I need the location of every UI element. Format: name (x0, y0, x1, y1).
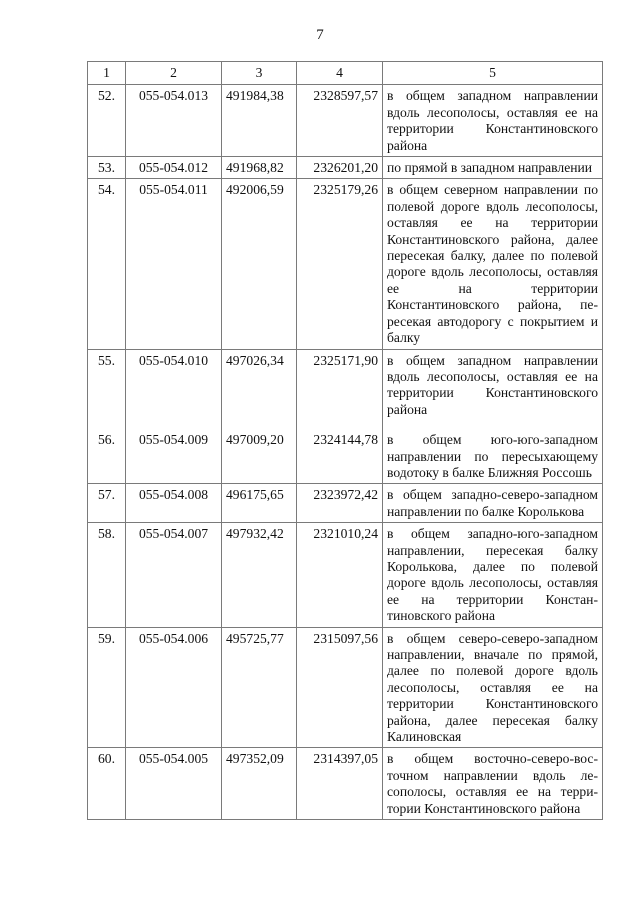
coordinate-x: 496175,65 (222, 484, 297, 523)
boundary-description: по прямой в западном направлении (383, 157, 603, 179)
row-number: 59. (88, 627, 126, 748)
point-code: 055-054.006 (126, 627, 222, 748)
point-code: 055-054.011 (126, 179, 222, 349)
row-number: 58. (88, 523, 126, 627)
point-code: 055-054.008 (126, 484, 222, 523)
page-number: 7 (316, 27, 324, 43)
coordinate-x: 491984,38 (222, 85, 297, 157)
coordinate-y: 2326201,20 (297, 157, 383, 179)
table-row (88, 627, 603, 748)
table-row (88, 179, 603, 349)
coordinate-y: 2325171,90 (297, 349, 383, 420)
table-row (88, 85, 603, 157)
point-code: 055-054.012 (126, 157, 222, 179)
coordinate-x: 492006,59 (222, 179, 297, 349)
coordinate-y: 2324144,78 (297, 420, 383, 484)
coordinate-y: 2314397,05 (297, 748, 383, 820)
point-code: 055-054.005 (126, 748, 222, 820)
boundary-description: в общем западном направлении вдоль лесополосы, оставляя ее на территории Константиновского района (383, 85, 603, 157)
coordinate-y: 2325179,26 (297, 179, 383, 349)
row-number: 60. (88, 748, 126, 820)
table-row (88, 484, 603, 523)
column-header: 1 (88, 62, 126, 85)
boundary-description: в общем северо-северо-западном направлении, вначале по прямой, далее по полевой дороге вдоль лесополосы, оставляя ее на территории Константиновского района, далее пересекая балку Калиновская (383, 627, 603, 748)
column-header: 3 (222, 62, 297, 85)
point-code: 055-054.013 (126, 85, 222, 157)
column-header: 2 (126, 62, 222, 85)
point-code: 055-054.007 (126, 523, 222, 627)
boundary-description: в общем западно-северо-западном направлении по балке Королькова (383, 484, 603, 523)
table-row (88, 157, 603, 179)
coordinate-x: 497026,34 (222, 349, 297, 420)
table-row (88, 748, 603, 820)
row-number: 56. (88, 420, 126, 484)
row-number: 53. (88, 157, 126, 179)
coordinate-x: 497932,42 (222, 523, 297, 627)
boundary-description: в общем западном направлении вдоль лесополосы, оставляя ее на территории Константиновского района (383, 349, 603, 420)
table-row (88, 420, 603, 484)
table-row (88, 349, 603, 420)
boundary-description: в общем юго-юго-западном направлении по пересыхающему водотоку в балке Ближняя Россошь (383, 420, 603, 484)
boundary-description: в общем западно-юго-западном направлении, пересекая балку Королькова, далее по полевой дороге вдоль лесополосы, оставляя ее на территории Константиновского района (383, 523, 603, 627)
point-code: 055-054.010 (126, 349, 222, 420)
column-header: 5 (383, 62, 603, 85)
row-number: 52. (88, 85, 126, 157)
coordinate-x: 491968,82 (222, 157, 297, 179)
coordinate-y: 2328597,57 (297, 85, 383, 157)
boundary-points-table (87, 61, 603, 820)
row-number: 54. (88, 179, 126, 349)
column-header: 4 (297, 62, 383, 85)
boundary-description: в общем северном направлении по полевой дороге вдоль лесополосы, оставляя ее на территории Константиновского района, далее пересекая балку, далее по полевой дороге вдоль лесополосы, оставляя ее на территории Константиновского района, пересекая автодорогу с покрытием и балку (383, 179, 603, 349)
coordinate-x: 495725,77 (222, 627, 297, 748)
coordinate-x: 497352,09 (222, 748, 297, 820)
coordinate-y: 2315097,56 (297, 627, 383, 748)
table-row (88, 523, 603, 627)
coordinate-y: 2321010,24 (297, 523, 383, 627)
coordinate-x: 497009,20 (222, 420, 297, 484)
table-header-row (88, 62, 603, 85)
row-number: 55. (88, 349, 126, 420)
point-code: 055-054.009 (126, 420, 222, 484)
row-number: 57. (88, 484, 126, 523)
boundary-description: в общем восточно-северо-восточном направлении вдоль лесополосы, оставляя ее на территории Константиновского района (383, 748, 603, 820)
coordinate-y: 2323972,42 (297, 484, 383, 523)
